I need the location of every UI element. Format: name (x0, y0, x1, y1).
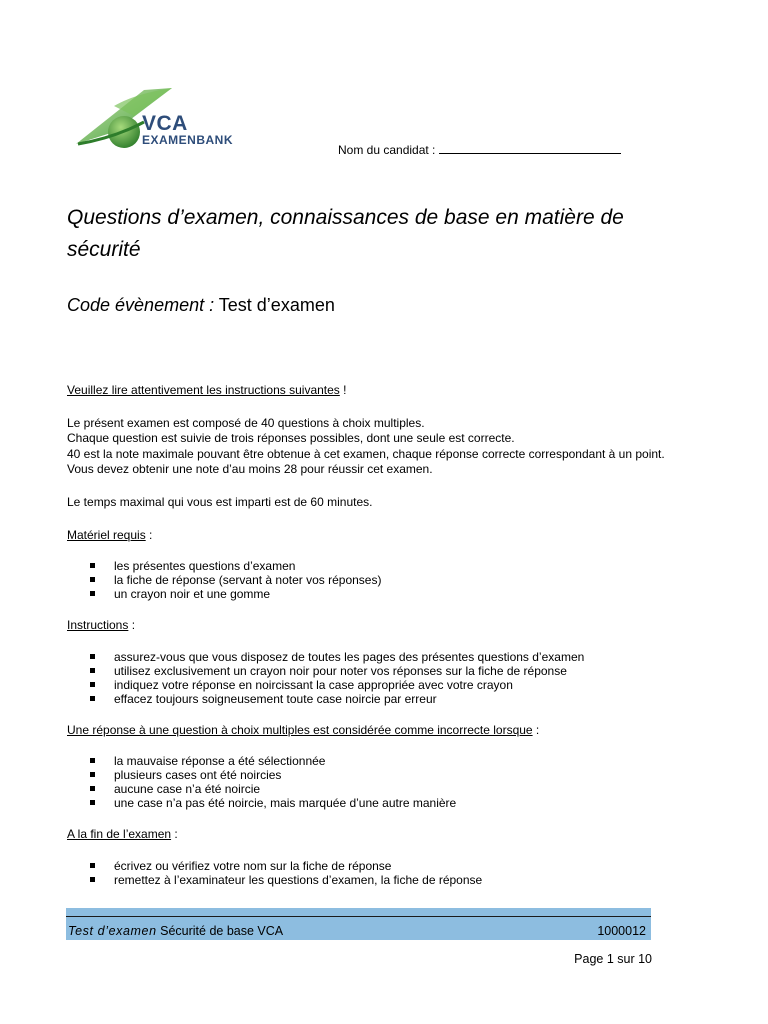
page-number: Page 1 sur 10 (574, 952, 652, 966)
list-item: utilisez exclusivement un crayon noir pour noter vos réponses sur la fiche de réponse (67, 664, 687, 678)
list-item: effacez toujours soigneusement toute case noircie par erreur (67, 692, 687, 706)
logo-subtitle: EXAMENBANK (142, 133, 234, 147)
event-code-label: Code évènement : (67, 295, 215, 315)
instructions-list (67, 650, 687, 706)
intro-line: 40 est la note maximale pouvant être obtenue à cet examen, chaque réponse correcte correspondant à un point. (67, 446, 665, 461)
candidate-name-line (439, 143, 621, 154)
page-footer (66, 908, 651, 940)
logo-name: VCA (142, 112, 188, 135)
materials-list (67, 559, 687, 601)
list-item: un crayon noir et une gomme (67, 587, 687, 601)
instructions-heading: Veuillez lire attentivement les instructions suivantes ! (67, 383, 347, 397)
list-item: remettez à l’examinateur les questions d’examen, la fiche de réponse (67, 873, 687, 887)
footer-rule (66, 916, 651, 917)
incorrect-list (67, 754, 687, 810)
list-item: la mauvaise réponse a été sélectionnée (67, 754, 687, 768)
event-code-value: Test d’examen (218, 295, 335, 315)
document-title: Questions d’examen, connaissances de base en matière de sécurité (67, 206, 624, 261)
list-item: une case n’a pas été noircie, mais marquée d’une autre manière (67, 796, 687, 810)
list-item: la fiche de réponse (servant à noter vos réponses) (67, 573, 687, 587)
intro-line: Vous devez obtenir une note d’au moins 28 pour réussir cet examen. (67, 462, 433, 477)
intro-line: Chaque question est suivie de trois réponses possibles, dont une seule est correcte. (67, 431, 515, 446)
candidate-name-field (338, 143, 621, 157)
candidate-label: Nom du candidat : (338, 143, 436, 157)
list-item: assurez-vous que vous disposez de toutes les pages des présentes questions d’examen (67, 650, 687, 664)
section-heading-incorrect: Une réponse à une question à choix multiples est considérée comme incorrecte lorsque : (67, 722, 540, 737)
list-item: indiquez votre réponse en noircissant la case appropriée avec votre crayon (67, 678, 687, 692)
footer-code: 1000012 (597, 924, 646, 938)
event-code (67, 295, 335, 316)
list-item: plusieurs cases ont été noircies (67, 768, 687, 782)
list-item: aucune case n’a été noircie (67, 782, 687, 796)
list-item: les présentes questions d’examen (67, 559, 687, 573)
section-heading-instructions: Instructions : (67, 618, 136, 633)
list-item: écrivez ou vérifiez votre nom sur la fiche de réponse (67, 859, 687, 873)
time-line: Le temps maximal qui vous est imparti est de 60 minutes. (67, 494, 373, 509)
instructions-body (67, 383, 687, 887)
end-list (67, 859, 687, 887)
section-heading-end: A la fin de l’examen : (67, 827, 178, 842)
footer-title: Test d’examen Sécurité de base VCA (68, 924, 284, 938)
intro-line: Le présent examen est composé de 40 questions à choix multiples. (67, 415, 425, 430)
section-heading-materials: Matériel requis : (67, 527, 153, 542)
